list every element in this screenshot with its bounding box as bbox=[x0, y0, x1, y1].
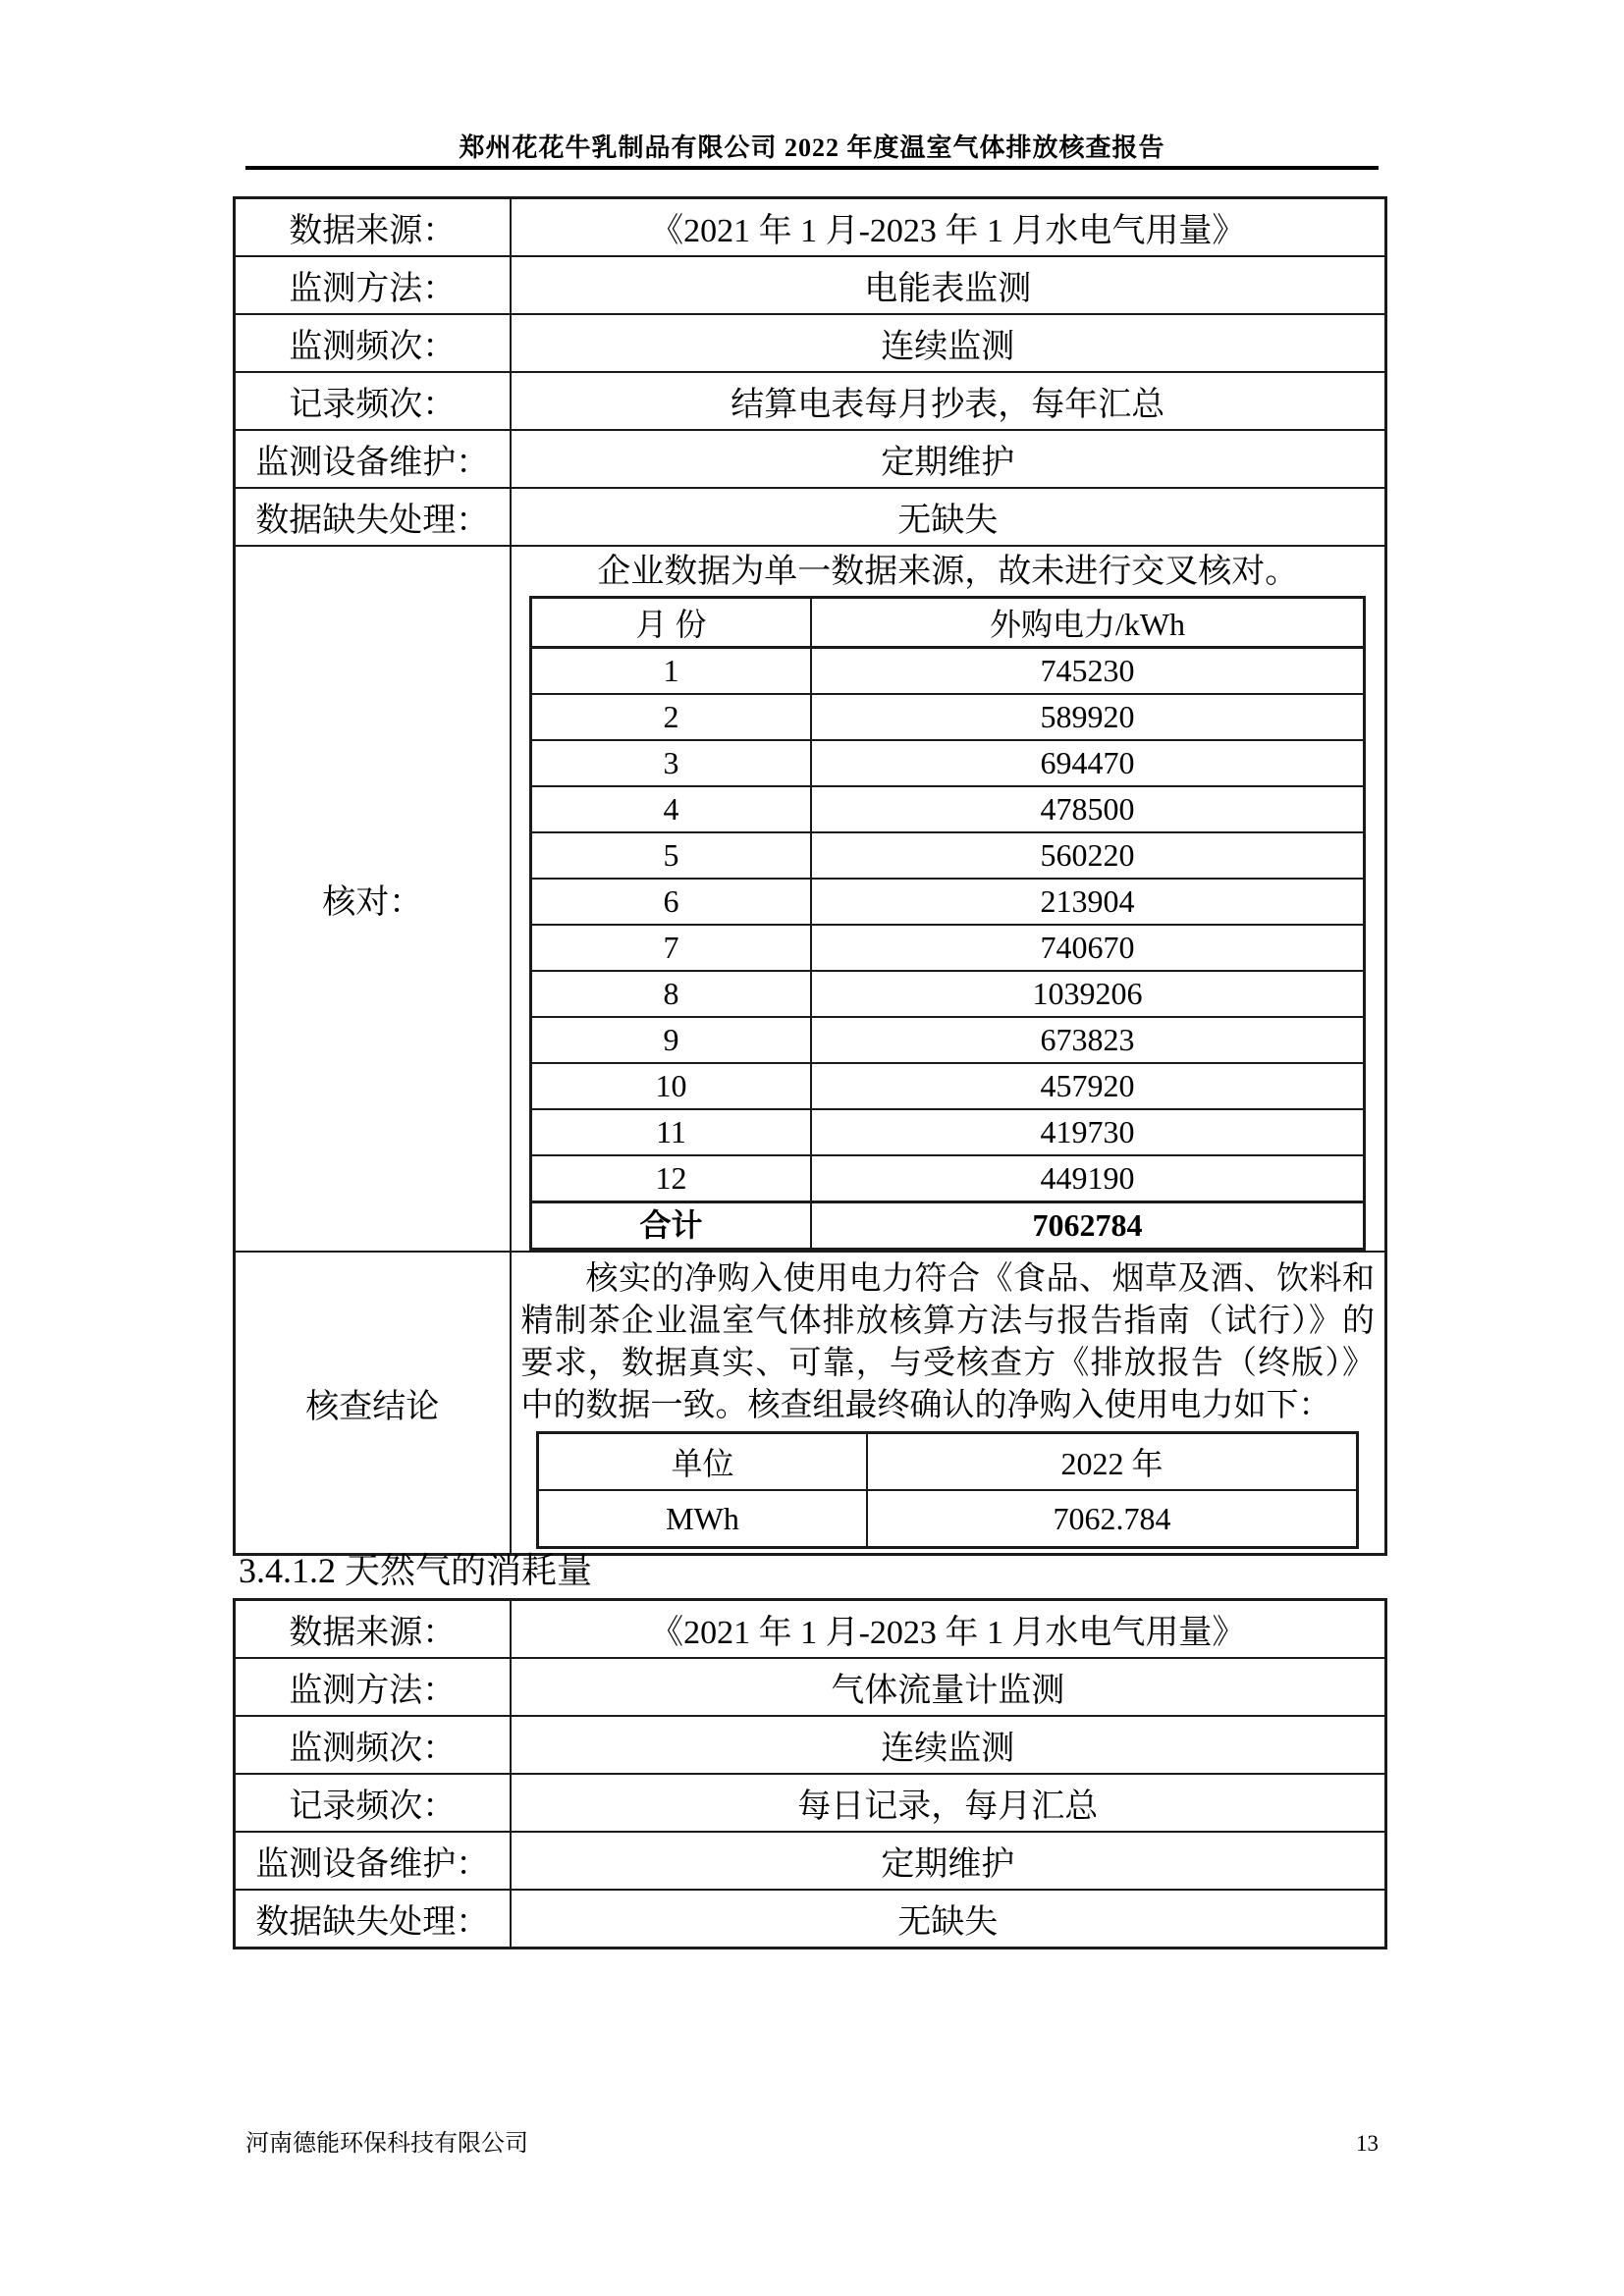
table-row bbox=[235, 1716, 1386, 1774]
month-cell: 9 bbox=[531, 1017, 811, 1063]
electricity-monitoring-table bbox=[233, 196, 1387, 1556]
row-label: 监测频次： bbox=[235, 1716, 511, 1774]
value-cell: 213904 bbox=[811, 879, 1365, 925]
conclusion-paragraph: 核实的净购入使用电力符合《食品、烟草及酒、饮料和精制茶企业温室气体排放核算方法与报告指南（试行）》的要求，数据真实、可靠，与受核查方《排放报告（终版）》中的数据一致。核查组最终确认的净购入使用电力如下： bbox=[520, 1261, 1375, 1423]
row-label: 核对： bbox=[235, 546, 511, 1252]
row-value: 无缺失 bbox=[511, 1890, 1386, 1949]
table-row bbox=[235, 430, 1386, 488]
row-value: 《2021 年 1 月-2023 年 1 月水电气用量》 bbox=[511, 198, 1386, 257]
value-cell: 449190 bbox=[811, 1155, 1365, 1202]
value-cell: 740670 bbox=[811, 925, 1365, 971]
month-cell: 11 bbox=[531, 1109, 811, 1155]
value-cell: 745230 bbox=[811, 648, 1365, 695]
row-label: 数据来源： bbox=[235, 1600, 511, 1659]
month-cell: 7 bbox=[531, 925, 811, 971]
value-cell: 673823 bbox=[811, 1017, 1365, 1063]
value-cell: 694470 bbox=[811, 740, 1365, 786]
table-row bbox=[531, 832, 1365, 879]
table-row bbox=[538, 1490, 1358, 1548]
row-label: 监测方法： bbox=[235, 256, 511, 314]
row-value: 连续监测 bbox=[511, 314, 1386, 372]
row-value: 每日记录，每月汇总 bbox=[511, 1774, 1386, 1832]
table-row bbox=[235, 1600, 1386, 1659]
row-label: 记录频次： bbox=[235, 372, 511, 430]
total-label: 合计 bbox=[531, 1202, 811, 1250]
row-label: 监测方法： bbox=[235, 1658, 511, 1716]
row-label: 监测设备维护： bbox=[235, 1832, 511, 1890]
table-row bbox=[235, 1774, 1386, 1832]
cross-check-content bbox=[511, 546, 1386, 1252]
table-row bbox=[531, 648, 1365, 695]
table-row bbox=[235, 488, 1386, 546]
row-value: 定期维护 bbox=[511, 1832, 1386, 1890]
table-row bbox=[235, 1658, 1386, 1716]
month-cell: 3 bbox=[531, 740, 811, 786]
table-row bbox=[531, 786, 1365, 832]
row-value: 《2021 年 1 月-2023 年 1 月水电气用量》 bbox=[511, 1600, 1386, 1659]
gas-monitoring-table bbox=[233, 1598, 1387, 1949]
month-cell: 12 bbox=[531, 1155, 811, 1202]
report-header-title: 郑州花花牛乳制品有限公司 2022 年度温室气体排放核查报告 bbox=[459, 133, 1165, 162]
table-row bbox=[531, 971, 1365, 1017]
month-cell: 4 bbox=[531, 786, 811, 832]
row-value: 无缺失 bbox=[511, 488, 1386, 546]
month-cell: 5 bbox=[531, 832, 811, 879]
table-row bbox=[531, 1155, 1365, 1202]
header-rule bbox=[245, 166, 1379, 170]
value-cell: 457920 bbox=[811, 1063, 1365, 1109]
row-value: 定期维护 bbox=[511, 430, 1386, 488]
column-header-month: 月 份 bbox=[531, 598, 811, 648]
month-cell: 1 bbox=[531, 648, 811, 695]
table-row bbox=[235, 1890, 1386, 1949]
table-row bbox=[531, 1109, 1365, 1155]
table-row bbox=[235, 198, 1386, 257]
month-cell: 2 bbox=[531, 694, 811, 740]
row-label: 监测频次： bbox=[235, 314, 511, 372]
row-value: 电能表监测 bbox=[511, 256, 1386, 314]
row-label: 数据缺失处理： bbox=[235, 488, 511, 546]
table-row bbox=[235, 256, 1386, 314]
value-cell: 1039206 bbox=[811, 971, 1365, 1017]
row-label: 数据来源： bbox=[235, 198, 511, 257]
amount-cell: 7062.784 bbox=[867, 1490, 1358, 1548]
table-row bbox=[531, 925, 1365, 971]
total-value: 7062784 bbox=[811, 1202, 1365, 1250]
row-value: 连续监测 bbox=[511, 1716, 1386, 1774]
row-value: 气体流量计监测 bbox=[511, 1658, 1386, 1716]
footer-company: 河南德能环保科技有限公司 bbox=[245, 2131, 528, 2157]
month-cell: 10 bbox=[531, 1063, 811, 1109]
unit-cell: MWh bbox=[538, 1490, 867, 1548]
conclusion-content bbox=[511, 1252, 1386, 1555]
table-row bbox=[235, 372, 1386, 430]
column-header-year: 2022 年 bbox=[867, 1433, 1358, 1491]
footer-page-number: 13 bbox=[1356, 2131, 1379, 2156]
total-row bbox=[531, 1202, 1365, 1250]
confirmed-electricity-table bbox=[536, 1431, 1359, 1549]
column-header-electricity: 外购电力/kWh bbox=[811, 598, 1365, 648]
row-label: 数据缺失处理： bbox=[235, 1890, 511, 1949]
table-row bbox=[531, 740, 1365, 786]
table-row bbox=[531, 1017, 1365, 1063]
table-row bbox=[531, 694, 1365, 740]
column-header-unit: 单位 bbox=[538, 1433, 867, 1491]
month-cell: 6 bbox=[531, 879, 811, 925]
table-row bbox=[531, 1063, 1365, 1109]
row-value: 结算电表每月抄表，每年汇总 bbox=[511, 372, 1386, 430]
value-cell: 589920 bbox=[811, 694, 1365, 740]
table-row bbox=[235, 314, 1386, 372]
table-header-row bbox=[538, 1433, 1358, 1491]
row-label: 监测设备维护： bbox=[235, 430, 511, 488]
row-label: 核查结论 bbox=[235, 1252, 511, 1555]
value-cell: 560220 bbox=[811, 832, 1365, 879]
value-cell: 478500 bbox=[811, 786, 1365, 832]
monthly-electricity-table bbox=[529, 596, 1366, 1251]
conclusion-row bbox=[235, 1252, 1386, 1555]
table-row bbox=[235, 1832, 1386, 1890]
page-footer bbox=[245, 2123, 1379, 2158]
value-cell: 419730 bbox=[811, 1109, 1365, 1155]
section-heading: 3.4.1.2 天然气的消耗量 bbox=[239, 1551, 593, 1590]
table-row bbox=[531, 879, 1365, 925]
cross-check-row bbox=[235, 546, 1386, 1252]
cross-check-note: 企业数据为单一数据来源，故未进行交叉核对。 bbox=[597, 554, 1299, 590]
row-label: 记录频次： bbox=[235, 1774, 511, 1832]
table-header-row bbox=[531, 598, 1365, 648]
month-cell: 8 bbox=[531, 971, 811, 1017]
